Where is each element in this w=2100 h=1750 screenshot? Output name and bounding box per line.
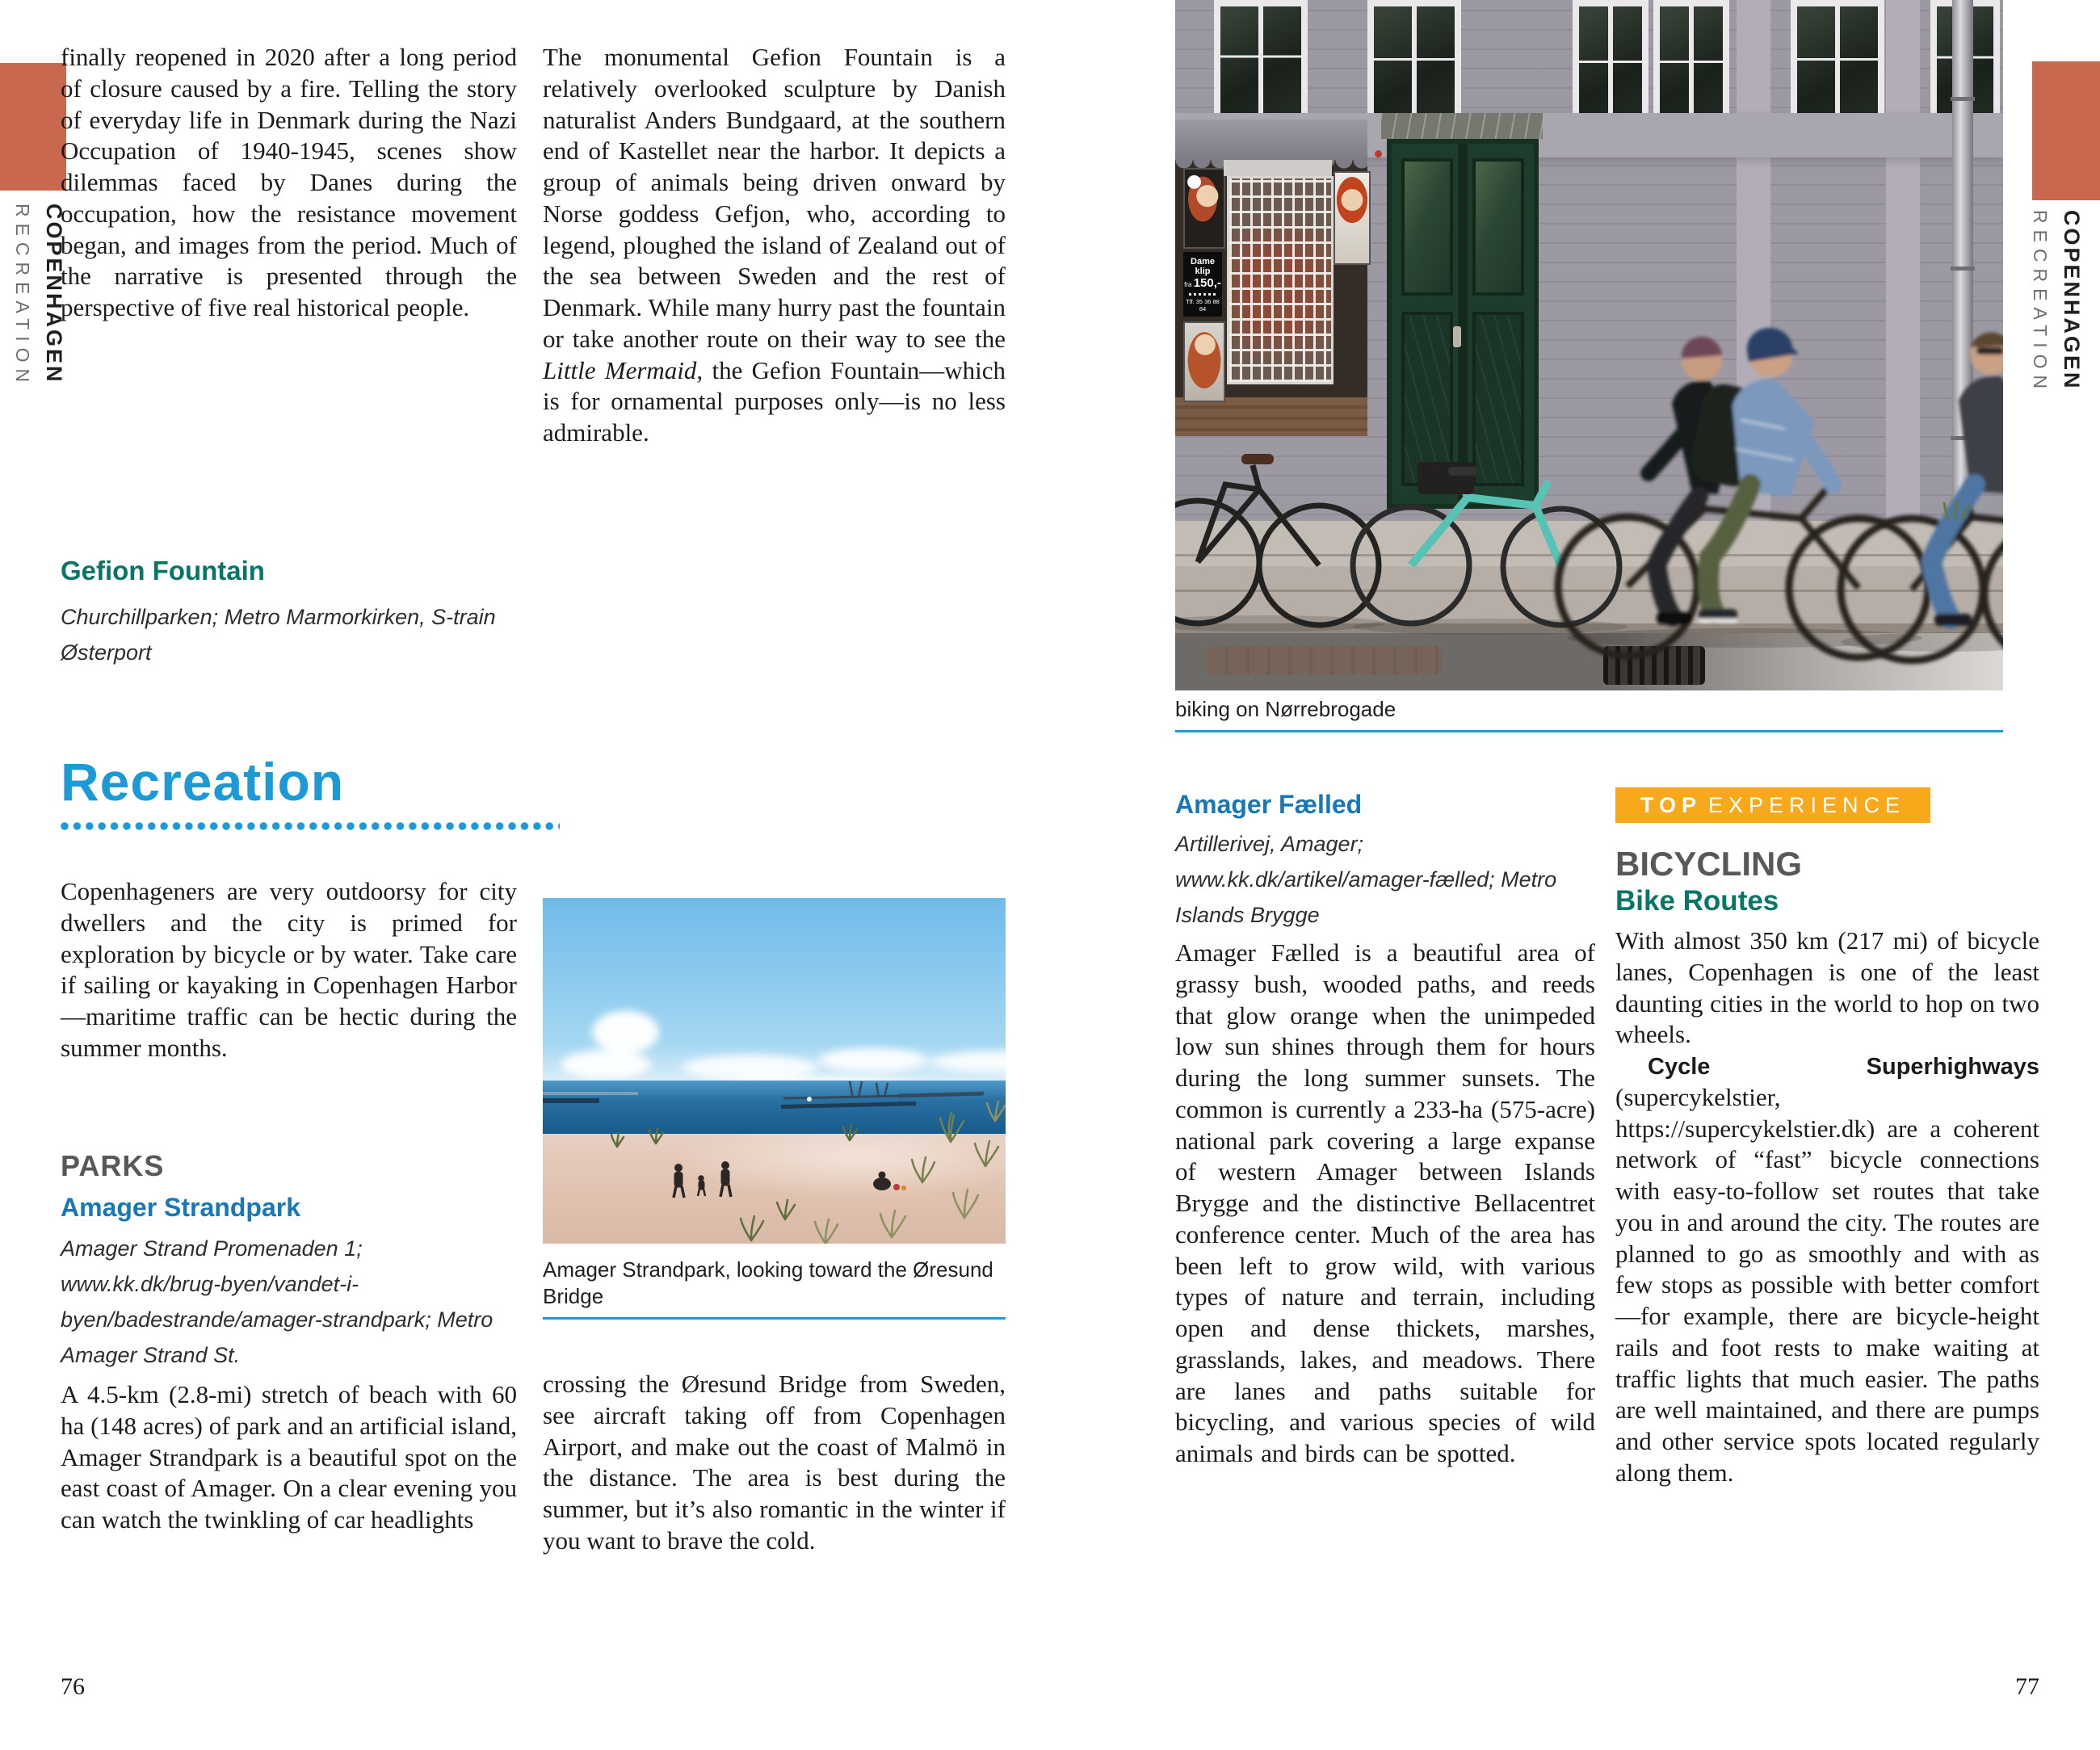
left-spine-label bbox=[11, 204, 66, 388]
walking-figures bbox=[674, 1162, 731, 1198]
bike-routes-paragraph-2-rest: (supercykelstier, https://supercykelstier.dk) are a coherent network of “fast” bicycle connections with easy-to-follow set routes that take you in and around the city. The routes are planned to go as smoothly and with as few stops as possible with better comfort—for example, there are bicycle-height rails and foot rests to make waiting at traffic lights that much easier. The paths are well maintained, and there are pumps and other service spots located regularly along them. bbox=[1615, 1082, 2039, 1487]
page-number-left: 76 bbox=[61, 1673, 85, 1700]
amager-strandpark-heading: Amager Strandpark bbox=[61, 1193, 300, 1222]
right-spine-label bbox=[2029, 210, 2084, 395]
bike-routes-paragraph-1: With almost 350 km (217 mi) of bicycle lanes, Copenhagen is one of the least daunting cities in the world to hop on two wheels. bbox=[1615, 926, 2039, 1049]
caption-rule bbox=[543, 1317, 1006, 1320]
amager-faelled-address: Artillerivej, Amager; www.kk.dk/artikel/amager-fælled; Metro Islands Brygge bbox=[1175, 832, 1557, 927]
parked-mint-bike bbox=[1353, 462, 1619, 625]
bike-routes-paragraph-2 bbox=[1615, 1051, 2039, 1489]
top-experience-banner bbox=[1615, 787, 1930, 823]
amager-strandpark-address: Amager Strand Promenaden 1; www.kk.dk/brug-byen/vandet-i-byen/badestrande/amager-strandpark; Metro Amager Strand St. bbox=[61, 1236, 494, 1367]
parked-black-bike bbox=[1175, 465, 1379, 625]
spine-chapter-title: COPENHAGEN bbox=[2060, 210, 2084, 391]
parks-listing bbox=[61, 1149, 517, 1536]
right-spine-color-block bbox=[2032, 61, 2100, 200]
museum-paragraph: finally reopened in 2020 after a long period of closure caused by a fire. Telling the story of everyday life in Denmark during the Nazi Occupation of 1940-1945, scenes show dilemmas faced by Danes during the occupation, how the resistance movement began, and images from the period. Much of the narrative is presented through the perspective of five real historical people. bbox=[61, 43, 517, 321]
recreation-title: Recreation bbox=[61, 752, 345, 812]
seated-figure bbox=[873, 1172, 906, 1191]
column-strandpark-continued bbox=[543, 1369, 1006, 1557]
breakwater bbox=[781, 1102, 916, 1109]
recreation-intro-block bbox=[61, 876, 517, 1064]
column-museum-text bbox=[61, 42, 517, 324]
beach-photo bbox=[543, 898, 1006, 1244]
little-mermaid-italic: Little Mermaid, bbox=[543, 355, 704, 384]
gefion-fountain-heading: Gefion Fountain bbox=[61, 556, 265, 585]
strandpark-continued-paragraph: crossing the Øresund Bridge from Sweden, see aircraft taking off from Copenhagen Airport, and make out the coast of Malmö in the distance. The area is best during the summer, but it’s also romantic in the winter if you want to brave the cold. bbox=[543, 1370, 1006, 1555]
amager-faelled-heading: Amager Fælled bbox=[1175, 790, 1363, 819]
salon-sign-price: fra 150,- bbox=[1184, 276, 1221, 290]
salon-sign-phone: Tlf. 35 36 88 84 bbox=[1186, 298, 1220, 313]
amager-faelled-listing bbox=[1175, 790, 1595, 1470]
gefion-fountain-listing bbox=[61, 556, 517, 670]
banner-top-label: TOP bbox=[1640, 793, 1702, 817]
beach-caption-block bbox=[543, 1257, 1006, 1320]
spine-section-title: RECREATION bbox=[12, 204, 33, 389]
beach-caption-text: Amager Strandpark, looking toward the Øresund Bridge bbox=[543, 1257, 993, 1308]
spine-chapter-title: COPENHAGEN bbox=[42, 204, 66, 384]
salon-sign-title: Dame klip bbox=[1191, 257, 1215, 276]
boat-dot bbox=[807, 1097, 812, 1102]
recreation-intro-paragraph: Copenhageners are very outdoorsy for city dwellers and the city is primed for exploration by bicycle or by water. Take care if sailing or kayaking in Copenhagen Harbor—maritime traffic can be hectic during the summer months. bbox=[61, 877, 517, 1062]
cyclists-and-bikes-illustration bbox=[1175, 0, 2003, 690]
gefion-fountain-address: Churchillparken; Metro Marmorkirken, S-train Østerport bbox=[61, 605, 496, 665]
street-caption-block bbox=[1175, 696, 2003, 732]
bicycling-heading: BICYCLING bbox=[1615, 845, 1802, 883]
column-gefion-text bbox=[543, 42, 1006, 449]
gefion-paragraph-end: the Gefion Fountain—which is for ornamental purposes only—is no less admirable. bbox=[543, 355, 1006, 447]
gefion-paragraph bbox=[543, 42, 1006, 449]
parks-heading: PARKS bbox=[61, 1149, 165, 1182]
amager-strandpark-paragraph: A 4.5-km (2.8-mi) stretch of beach with 60 ha (148 acres) of park and an artificial island, Amager Strandpark is a beautiful spot on the east coast of Amager. On a clear evening you can watch the twinkling of car headlights bbox=[61, 1380, 517, 1534]
blurred-cyclists bbox=[1558, 328, 1928, 657]
bicycling-section bbox=[1615, 845, 2039, 1489]
page-number-right: 77 bbox=[2015, 1673, 2039, 1700]
gefion-paragraph-start: The monumental Gefion Fountain is a relatively overlooked sculpture by Danish naturalist Anders Bundgaard, at the southern end of Kastellet near the harbor. It depicts a group of animals being driven onward by Norse goddess Gefjon, who, according to legend, ploughed the island of Zealand out of the sea between Sweden and the rest of Denmark. While many hurry past the fountain or take another route on their way to see the bbox=[543, 43, 1006, 353]
cycle-superhighways-bold: Cycle Superhighways bbox=[1648, 1054, 2039, 1080]
beach-detail-illustration bbox=[543, 898, 1006, 1244]
caption-rule bbox=[1175, 730, 2003, 732]
bike-routes-heading: Bike Routes bbox=[1615, 885, 1779, 917]
street-caption-text: biking on Nørrebrogade bbox=[1175, 697, 1396, 721]
dune-grass bbox=[611, 1102, 1005, 1244]
dotted-divider bbox=[61, 822, 560, 831]
spine-section-title: RECREATION bbox=[2030, 210, 2051, 396]
recreation-section-header bbox=[61, 751, 560, 831]
amager-faelled-paragraph: Amager Fælled is a beautiful area of grassy bush, wooded paths, and reeds that glow orange when the unimpeded low sun shines through them for hours during the long summer sunsets. The common is currently a 233-ha (575-acre) national park covering a large expanse of western Amager between Islands Brygge and the distinctive Bellacentret conference center. Much of the area has been left to grow wild, with various types of nature and terrain, including open and dense thickets, marshes, grasslands, lakes, and meadows. There are lanes and paths suitable for bicycling, and various species of wild animals and birds can be spotted. bbox=[1175, 938, 1595, 1467]
oresund-bridge-silhouette bbox=[783, 1081, 984, 1098]
left-spine-color-block bbox=[0, 63, 66, 191]
banner-experience-label: EXPERIENCE bbox=[1707, 793, 1906, 817]
street-photo bbox=[1175, 0, 2003, 690]
